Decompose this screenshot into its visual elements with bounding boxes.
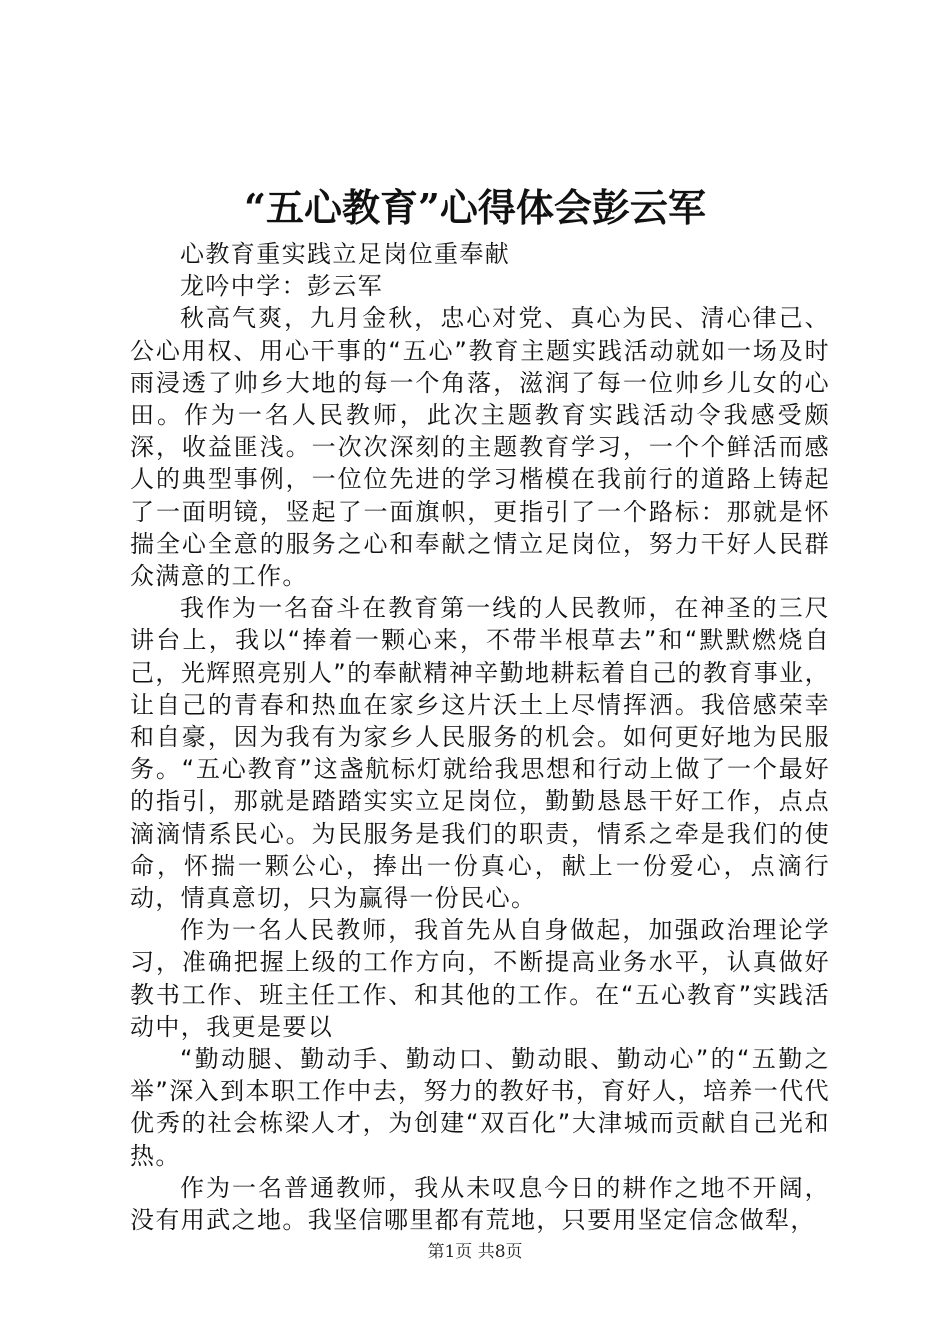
paragraph: “勤动腿、勤动手、勤动口、勤动眼、勤动心”的“五勤之举”深入到本职工作中去，努力的教好书，育好人，培养一代代优秀的社会栋梁人才，为创建“双百化”大津城而贡献自己光和热。 [130,1045,830,1170]
document-title: “五心教育”心得体会彭云军 [244,185,706,230]
paragraph: 我作为一名奋斗在教育第一线的人民教师，在神圣的三尺讲台上，我以“捧着一颗心来，不带半根草去”和“默默燃烧自己，光辉照亮别人”的奉献精神辛勤地耕耘着自己的教育事业，让自己的青春和热血在家乡这片沃土上尽情挥洒。我倍感荣幸和自豪，因为我有为家乡人民服务的机会。如何更好地为民服务。“五心教育”这盏航标灯就给我思想和行动上做了一个最好的指引，那就是踏踏实实立足岗位，勤勤恳恳干好工作，点点滴滴情系民心。为民服务是我们的职责，情系之牵是我们的使命，怀揣一颗公心，捧出一份真心，献上一份爱心，点滴行动，情真意切，只为赢得一份民心。 [130,594,830,913]
paragraph: 作为一名人民教师，我首先从自身做起，加强政治理论学习，准确把握上级的工作方向，不断提高业务水平，认真做好教书工作、班主任工作、和其他的工作。在“五心教育”实践活动中，我更是要以 [130,916,830,1041]
author-line: 龙吟中学：彭云军 [180,272,384,301]
page-footer: 第1页 共8页 [427,1242,523,1262]
document-body [130,238,830,1236]
paragraph: 秋高气爽，九月金秋，忠心对党、真心为民、清心律己、公心用权、用心干事的“五心”教育主题实践活动就如一场及时雨浸透了帅乡大地的每一个角落，滋润了每一位帅乡儿女的心田。作为一名人民教师，此次主题教育实践活动令我感受颇深，收益匪浅。一次次深刻的主题教育学习，一个个鲜活而感人的典型事例，一位位先进的学习楷模在我前行的道路上铸起了一面明镜，竖起了一面旗帜，更指引了一个路标：那就是怀揣全心全意的服务之心和奉献之情立足岗位，努力干好人民群众满意的工作。 [130,304,830,591]
subtitle-line: 心教育重实践立足岗位重奉献 [180,240,511,268]
paragraph: 作为一名普通教师，我从未叹息今日的耕作之地不开阔，没有用武之地。我坚信哪里都有荒地，只要用坚定信念做犁， [130,1173,830,1235]
